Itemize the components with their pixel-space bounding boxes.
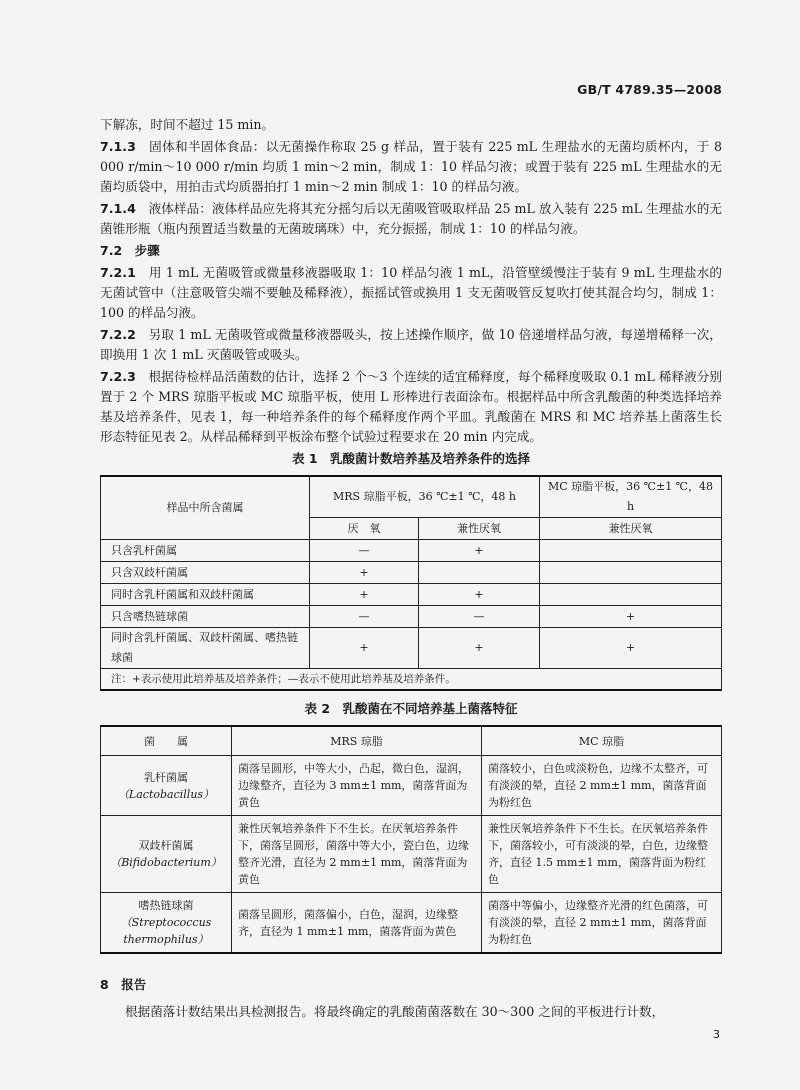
genus-name-latin: （Streptococcus thermophilus） [120, 916, 212, 946]
table1-cell: + [540, 628, 722, 669]
table1-cell: + [540, 606, 722, 628]
table2-mc-cell: 兼性厌氧培养条件下不生长。在厌氧培养条件下，菌落较小，可有淡淡的晕，白色，边缘整齐，直径 1.5 mm±1 mm，菌落背面为粉红色 [482, 816, 722, 893]
table-row [101, 628, 722, 669]
table-row [101, 756, 722, 816]
table-row [101, 562, 722, 584]
table2-genus-cell [101, 816, 232, 893]
table1-genus-cell: 同时含乳杆菌属、双歧杆菌属、嗜热链球菌 [101, 628, 310, 669]
table2-mrs-cell: 兼性厌氧培养条件下不生长。在厌氧培养条件下，菌落呈圆形，菌落中等大小，瓷白色，边缘整齐光滑，直径为 2 mm±1 mm，菌落背面为黄色 [232, 816, 482, 893]
paragraph-p0: 下解冻，时间不超过 15 min。 [100, 117, 275, 132]
page-number: 3 [713, 1028, 720, 1041]
table-row [101, 584, 722, 606]
table-row [101, 540, 722, 562]
table2 [100, 725, 722, 954]
table1-cell [540, 584, 722, 606]
genus-name-latin: （Bifidobacterium） [110, 856, 222, 869]
table2-mrs-cell: 菌落呈圆形，中等大小，凸起，微白色，湿润，边缘整齐，直径为 3 mm±1 mm，菌落背面为黄色 [232, 756, 482, 816]
table1-cell: + [419, 540, 540, 562]
table2-mc-cell: 菌落中等偏小，边缘整齐光滑的红色菌落，可有淡淡的晕，直径 2 mm±1 mm，菌落背面为粉红色 [482, 893, 722, 954]
genus-name-zh: 嗜热链球菌 [138, 899, 194, 912]
paragraph-7-2-2: 7.2.2 另取 1 mL 无菌吸管或微量移液器吸头，按上述操作顺序，做 10 倍递增样品匀液，每递增稀释一次，即换用 1 次 1 mL 灭菌吸管或吸头。 [100, 327, 723, 362]
table1 [100, 475, 722, 691]
table-row [101, 893, 722, 954]
table-row [101, 816, 722, 893]
table1-cell [419, 562, 540, 584]
table2-genus-cell [101, 756, 232, 816]
table1-note-row [101, 669, 722, 691]
table1-sub-anaerobic: 厌 氧 [310, 518, 419, 540]
table2-mrs-header: MRS 琼脂 [232, 726, 482, 756]
report-section-title: 8 报告 [100, 977, 147, 992]
table1-sub-mc-facultative: 兼性厌氧 [540, 518, 722, 540]
table1-cell: + [310, 562, 419, 584]
table1-genus-cell: 只含双歧杆菌属 [101, 562, 310, 584]
table1-cell: + [310, 584, 419, 606]
table1-cell: — [419, 606, 540, 628]
table1-genus-cell: 只含乳杆菌属 [101, 540, 310, 562]
table1-genus-cell: 只含嗜热链球菌 [101, 606, 310, 628]
table2-mc-header: MC 琼脂 [482, 726, 722, 756]
section-heading-7-2: 7.2 步骤 [100, 243, 160, 258]
table1-mc-header: MC 琼脂平板，36 ℃±1 ℃，48 h [540, 476, 722, 518]
table1-cell [540, 562, 722, 584]
table1-cell: — [310, 540, 419, 562]
table1-cell: + [419, 628, 540, 669]
paragraph-7-1-4: 7.1.4 液体样品：液体样品应先将其充分摇匀后以无菌吸管吸取样品 25 mL 放入装有 225 mL 生理盐水的无菌锥形瓶（瓶内预置适当数量的无菌玻璃珠）中，充分振摇，制成 1：10 的样品匀液。 [100, 201, 722, 236]
paragraph-7-1-3: 7.1.3 固体和半固体食品：以无菌操作称取 25 g 样品，置于装有 225 mL 生理盐水的无菌均质杯内，于 8 000 r/min～10 000 r/min 均质 1 min～2 min，制成 1：10 样品匀液；或置于装有 225 mL 生理盐水的无菌均质袋中，用拍击式均质器拍打 1 min～2 min 制成 1：10 的样品匀液。 [100, 139, 723, 194]
table1-note: 注：+表示使用此培养基及培养条件；—表示不使用此培养基及培养条件。 [101, 669, 722, 691]
table1-title: 表 1 乳酸菌计数培养基及培养条件的选择 [291, 451, 531, 466]
paragraph-7-2-1: 7.2.1 用 1 mL 无菌吸管或微量移液器吸取 1：10 样品匀液 1 mL，沿管壁缓慢注于装有 9 mL 生理盐水的无菌试管中（注意吸管尖端不要触及稀释液），振摇试管或换用 1 支无菌吸管反复吹打使其混合均匀，制成 1：100 的样品匀液。 [100, 265, 722, 320]
standard-code: GB/T 4789.35—2008 [577, 82, 722, 97]
table1-sub-facultative: 兼性厌氧 [419, 518, 540, 540]
report-paragraph: 根据菌落计数结果出具检测报告。将最终确定的乳酸菌菌落数在 30～300 之间的平板进行计数， [125, 1004, 665, 1019]
table1-cell: + [419, 584, 540, 606]
table1-genus-cell: 同时含乳杆菌属和双歧杆菌属 [101, 584, 310, 606]
table1-genus-header: 样品中所含菌属 [101, 476, 310, 540]
table2-genus-cell [101, 893, 232, 954]
table2-mc-cell: 菌落较小，白色或淡粉色，边缘不太整齐，可有淡淡的晕，直径 2 mm±1 mm，菌落背面为粉红色 [482, 756, 722, 816]
table2-genus-header: 菌 属 [101, 726, 232, 756]
genus-name-latin: （Lactobacillus） [117, 787, 215, 801]
table1-mrs-header: MRS 琼脂平板，36 ℃±1 ℃，48 h [310, 476, 540, 518]
table1-cell: + [310, 628, 419, 669]
table-row [101, 606, 722, 628]
body-text [100, 115, 722, 954]
table1-cell [540, 540, 722, 562]
table1-cell: — [310, 606, 419, 628]
genus-name-zh: 乳杆菌属 [144, 770, 188, 784]
genus-name-zh: 双歧杆菌属 [138, 839, 194, 852]
paragraph-7-2-3: 7.2.3 根据待检样品活菌数的估计，选择 2 个～3 个连续的适宜稀释度，每个稀释度吸取 0.1 mL 稀释液分别置于 2 个 MRS 琼脂平板或 MC 琼脂平板，使用 L 形棒进行表面涂布。根据样品中所含乳酸菌的种类选择培养基及培养条件，见表 1，每一种培养条件的每个稀释度作两个平皿。乳酸菌在 MRS 和 MC 培养基上菌落生长形态特征见表 2。从样品稀释到平板涂布整个试验过程要求在 20 min 内完成。 [100, 369, 722, 444]
table2-mrs-cell: 菌落呈圆形，菌落偏小，白色，湿润，边缘整齐，直径为 1 mm±1 mm，菌落背面为黄色 [232, 893, 482, 954]
table2-title: 表 2 乳酸菌在不同培养基上菌落特征 [304, 701, 518, 716]
